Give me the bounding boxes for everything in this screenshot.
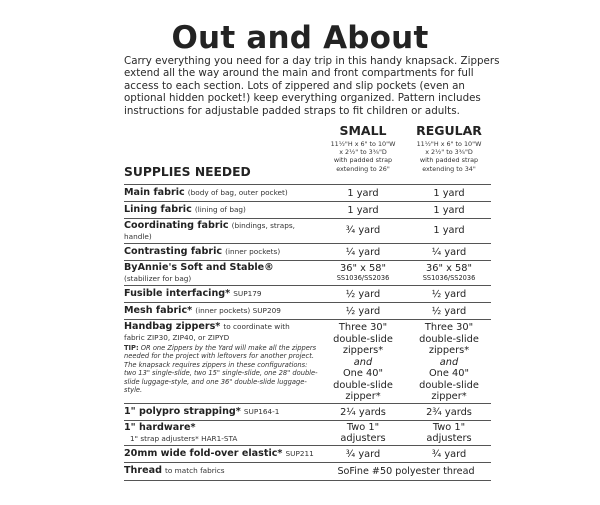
supply-item (124, 220, 319, 242)
supply-note: fabric ZIP30, ZIP40, or ZIPYD (124, 333, 230, 342)
regular-dimension-line: x 2½" to 3¾"D (425, 148, 473, 157)
regular-value-line: adjusters (426, 433, 472, 444)
table-row (124, 319, 491, 404)
supply-name: 1" hardware* (124, 422, 196, 433)
supply-item (124, 321, 319, 394)
supply-note: (bindings, straps, (231, 221, 295, 230)
regular-value-line: zippers* (428, 345, 470, 356)
small-value-line: adjusters (340, 433, 386, 444)
regular-value (406, 263, 492, 282)
supply-note: (lining of bag) (194, 205, 246, 214)
small-value: ¼ yard (345, 247, 381, 258)
column-header-small: SMALL (339, 123, 387, 138)
supply-name: Lining fabric (124, 204, 192, 215)
table-row (124, 218, 491, 244)
intro-paragraph: Carry everything you need for a day trip in this handy knapsack. Zippers extend all the way around the main and front compartments for full access to each section. Lots of zippered and slip pockets (even an optional hidden pocket!) keep everything organized. Pattern includes instructions for adjustable padded straps to fit children or adults. (124, 55, 500, 117)
regular-value-line: Two 1" (432, 422, 466, 433)
table-row (124, 403, 491, 421)
supply-name: Coordinating fabric (124, 220, 229, 231)
table-row (124, 201, 491, 219)
small-value: ½ yard (345, 306, 381, 317)
table-row (124, 302, 491, 320)
supply-item (124, 262, 319, 284)
thread-value: SoFine #50 polyester thread (337, 466, 475, 477)
supply-name: Handbag zippers* (124, 321, 221, 332)
table-row (124, 243, 491, 261)
table-row (124, 420, 491, 446)
supply-name: Contrasting fabric (124, 246, 223, 257)
supplies-heading: SUPPLIES NEEDED (124, 165, 251, 179)
supply-note: (inner pockets) SUP209 (195, 306, 281, 315)
supply-note: to coordinate with (223, 322, 290, 331)
supply-name: 1" polypro strapping* (124, 406, 241, 417)
small-value-line: zipper* (345, 391, 381, 402)
table-row (124, 445, 491, 463)
supply-note: handle) (124, 232, 152, 241)
supply-name: Thread (124, 465, 162, 476)
regular-value: ¼ yard (431, 247, 467, 258)
small-dimension-line: 11½"H x 6" to 10"W (330, 140, 396, 148)
regular-dimension-line: extending to 34" (422, 164, 476, 173)
small-value-line: double-slide (333, 333, 393, 345)
small-value: ½ yard (345, 289, 381, 300)
regular-value (406, 422, 492, 444)
supply-item (124, 448, 324, 459)
table-row (124, 184, 491, 202)
small-dimension-line: extending to 26" (336, 164, 390, 173)
supply-note: (inner pockets) (225, 247, 281, 256)
small-value (320, 422, 406, 444)
small-dimension-line: with padded strap (333, 156, 393, 165)
supply-name: Fusible interfacing* (124, 288, 231, 299)
tip-body: OR one Zippers by the Yard will make all the zippers needed for the project with leftovers for another project. The knapsack requires zippers in these configurations: two 13" single-slide, two 15" single-slide, one 28" double-slide luggage-style, and one 36" double-slide luggage-style. (124, 344, 318, 395)
small-value (320, 263, 406, 282)
regular-value: ½ yard (431, 306, 467, 317)
table-row (124, 462, 491, 481)
supply-note: SUP179 (233, 289, 262, 298)
regular-value: 1 yard (433, 225, 465, 236)
regular-value-line: double-slide (419, 333, 479, 345)
regular-value-line: zipper* (431, 391, 467, 402)
small-value: 1 yard (347, 205, 379, 216)
small-dimension-line: x 2½" to 3¾"D (339, 148, 387, 157)
small-value-line: zippers* (342, 345, 384, 356)
page-title: Out and About (171, 20, 429, 56)
supply-name: Main fabric (124, 187, 185, 198)
supply-name: ByAnnie's Soft and Stable® (124, 262, 274, 273)
regular-value: ¾ yard (431, 449, 467, 460)
small-size: 36" x 58" (340, 263, 386, 274)
tip-label: TIP: (124, 344, 139, 352)
regular-value-line: and (439, 356, 459, 368)
supply-item (124, 406, 319, 417)
small-value: ¾ yard (345, 449, 381, 460)
regular-value-line: One 40" (428, 368, 470, 379)
regular-value: 2¾ yards (426, 407, 472, 418)
supply-item (124, 422, 319, 444)
supply-item (124, 305, 319, 316)
small-value-line: Three 30" (338, 322, 388, 333)
supply-item (124, 204, 319, 215)
table-row (124, 260, 491, 286)
small-value-line: Two 1" (346, 422, 380, 433)
table-row (124, 285, 491, 303)
column-subtitle-small (320, 140, 406, 173)
regular-product-code: SS1036/SS2036 (422, 274, 476, 282)
regular-value-line: double-slide (419, 379, 479, 391)
small-product-code: SS1036/SS2036 (336, 274, 390, 282)
regular-dimension-line: with padded strap (419, 156, 479, 165)
small-value-line: double-slide (333, 379, 393, 391)
column-subtitle-regular (406, 140, 492, 173)
regular-value (406, 322, 492, 403)
regular-dimension-line: 11½"H x 6" to 10"W (416, 140, 482, 148)
supply-note: 1" strap adjusters* HAR1-STA (130, 434, 238, 443)
regular-value-line: Three 30" (424, 322, 474, 333)
supply-note: to match fabrics (165, 466, 225, 475)
small-value-line: One 40" (342, 368, 384, 379)
supply-name: 20mm wide fold-over elastic* (124, 448, 283, 459)
small-value (320, 322, 406, 403)
regular-value: 1 yard (433, 205, 465, 216)
small-value-line: and (353, 356, 373, 368)
supply-item (124, 187, 319, 198)
supply-note: (stabilizer for bag) (124, 274, 192, 283)
supply-item (124, 288, 319, 299)
tip-text (124, 344, 319, 394)
regular-value: ½ yard (431, 289, 467, 300)
regular-value: 1 yard (433, 188, 465, 199)
regular-size: 36" x 58" (426, 263, 472, 274)
supply-note: SUP211 (285, 449, 314, 458)
supply-item (124, 246, 319, 257)
supply-name: Mesh fabric* (124, 305, 193, 316)
column-header-regular: REGULAR (416, 123, 482, 138)
small-value: 2¼ yards (340, 407, 386, 418)
supply-item (124, 465, 319, 476)
small-value: ¾ yard (345, 225, 381, 236)
small-value: 1 yard (347, 188, 379, 199)
supply-note: (body of bag, outer pocket) (187, 188, 288, 197)
supply-note: SUP164-1 (243, 407, 280, 416)
